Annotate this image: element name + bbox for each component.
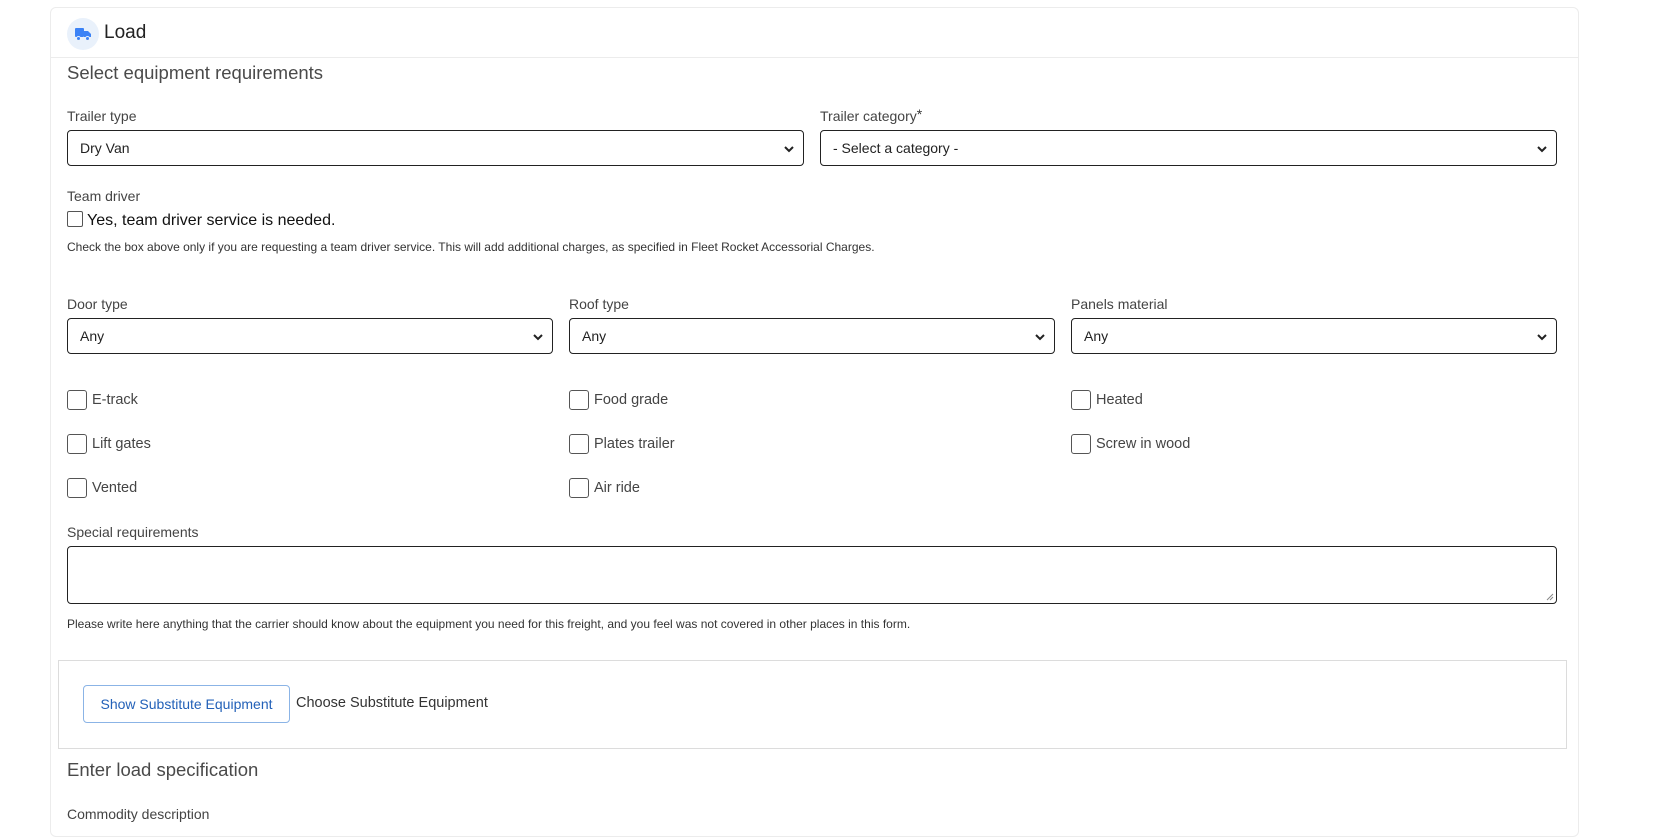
food-grade-checkbox[interactable] xyxy=(569,390,589,410)
commodity-description-label: Commodity description xyxy=(67,806,210,822)
card-header xyxy=(51,8,1578,58)
door-type-select[interactable] xyxy=(67,318,553,354)
roof-type-label: Roof type xyxy=(569,296,629,312)
trailer-type-select[interactable] xyxy=(67,130,804,166)
trailer-category-label-text: Trailer category xyxy=(820,108,917,124)
equipment-section-title: Select equipment requirements xyxy=(67,62,324,83)
substitute-equipment-text: Choose Substitute Equipment xyxy=(296,695,488,711)
team-driver-checkbox[interactable] xyxy=(67,211,83,227)
lift-gates-label[interactable]: Lift gates xyxy=(92,436,151,452)
heated-checkbox[interactable] xyxy=(1071,390,1091,410)
special-requirements-help: Please write here anything that the carrier should know about the equipment you need for this freight, and you feel was not covered in other places in this form. xyxy=(67,617,911,631)
roof-type-value: Any xyxy=(582,328,607,344)
vented-checkbox[interactable] xyxy=(67,478,87,498)
chevron-down-icon xyxy=(1536,143,1548,155)
screw-in-wood-label[interactable]: Screw in wood xyxy=(1096,436,1191,452)
panels-material-select[interactable] xyxy=(1071,318,1557,354)
team-driver-help: Check the box above only if you are requesting a team driver service. This will add additional charges, as specified in Fleet Rocket Accessorial Charges. xyxy=(67,240,875,254)
air-ride-label[interactable]: Air ride xyxy=(594,480,640,496)
heated-label[interactable]: Heated xyxy=(1096,392,1143,408)
show-substitute-equipment-button[interactable]: Show Substitute Equipment xyxy=(83,685,290,723)
panels-material-value: Any xyxy=(1084,328,1109,344)
trailer-category-value: - Select a category - xyxy=(833,140,959,156)
team-driver-label: Team driver xyxy=(67,188,141,204)
food-grade-label[interactable]: Food grade xyxy=(594,392,669,408)
chevron-down-icon xyxy=(1034,331,1046,343)
special-requirements-textarea[interactable] xyxy=(67,546,1557,604)
chevron-down-icon xyxy=(532,331,544,343)
panels-material-label: Panels material xyxy=(1071,296,1168,312)
team-driver-checkbox-label[interactable]: Yes, team driver service is needed. xyxy=(87,212,336,229)
substitute-equipment-panel xyxy=(58,660,1567,749)
lift-gates-checkbox[interactable] xyxy=(67,434,87,454)
e-track-checkbox[interactable] xyxy=(67,390,87,410)
plates-trailer-checkbox[interactable] xyxy=(569,434,589,454)
resize-handle-icon[interactable] xyxy=(1546,593,1554,601)
special-requirements-label: Special requirements xyxy=(67,524,199,540)
chevron-down-icon xyxy=(783,143,795,155)
door-type-value: Any xyxy=(80,328,105,344)
plates-trailer-label[interactable]: Plates trailer xyxy=(594,436,675,452)
door-type-label: Door type xyxy=(67,296,128,312)
required-mark: * xyxy=(916,106,923,122)
roof-type-select[interactable] xyxy=(569,318,1055,354)
truck-icon xyxy=(67,18,99,50)
trailer-type-label: Trailer type xyxy=(67,108,137,124)
air-ride-checkbox[interactable] xyxy=(569,478,589,498)
card-title: Load xyxy=(104,22,147,43)
e-track-label[interactable]: E-track xyxy=(92,392,138,408)
load-spec-section-title: Enter load specification xyxy=(67,759,259,780)
trailer-type-value: Dry Van xyxy=(80,140,130,156)
trailer-category-select[interactable] xyxy=(820,130,1557,166)
screw-in-wood-checkbox[interactable] xyxy=(1071,434,1091,454)
trailer-category-label xyxy=(820,108,922,124)
chevron-down-icon xyxy=(1536,331,1548,343)
vented-label[interactable]: Vented xyxy=(92,480,138,496)
